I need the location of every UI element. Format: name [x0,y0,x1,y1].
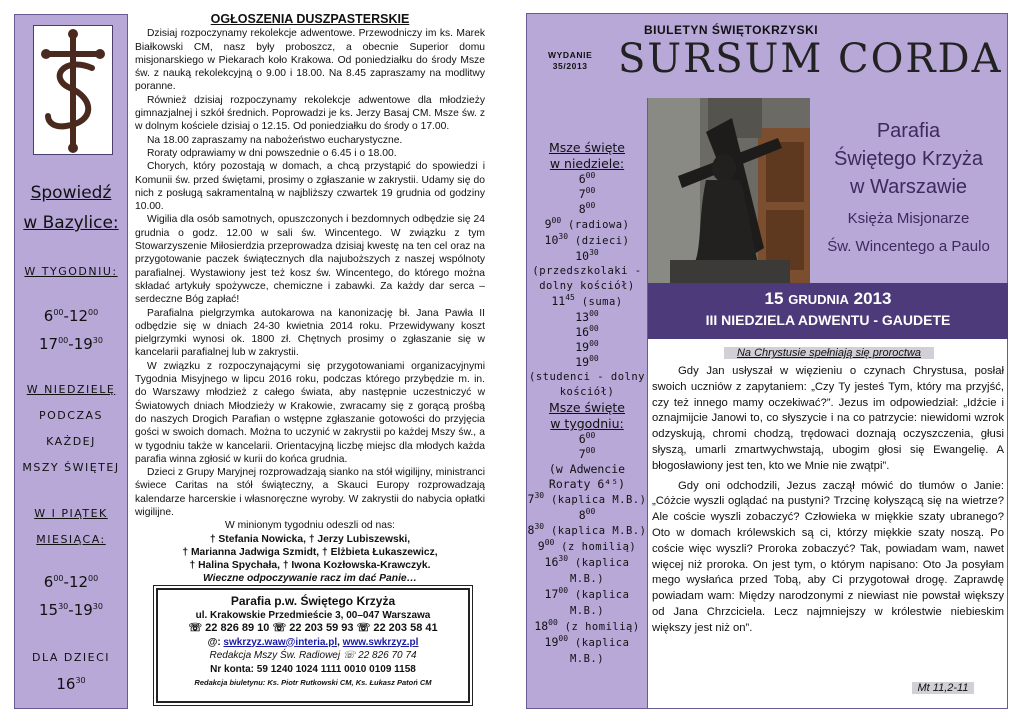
weekday-hours-1: $6^{00}-12^{00}$ [43,307,99,325]
parish-line-5: Św. Wincentego a Paulo [827,238,990,255]
mass-time: $10^{30}$ (dzieci) [544,232,630,247]
mass-time: $9^{00}$ (radiowa) [544,216,630,231]
mass-note: (w Adwencie Roraty 6⁴⁵) [548,462,626,491]
friday-label: W I PIĄTEK [34,507,108,520]
weekday-masses-title-2: w tygodniu: [550,416,624,431]
gospel-paragraph: Gdy oni odchodzili, Jezus zaczął mówić do tłumów o Janie: „Cóżcie wyszli oglądać na pustyni? Trzcinę kołyszącą się na wietrze? Ale coście wyszli zobaczyć? Człowieka w miękkie szaty ubranego? Oto w domach królewskich są ci, którzy miękkie szaty noszą. Po coście więc wyszli? Proroka zobaczyć? Tak, powiadam wam, nawet więcej niż proroka. On jest tym, o którym napisano: Oto Ja posyłam mego wysłańca przed Tobą, aby Ci przygotował drogę. Zaprawdę powiadam wam: Między narodzonymi z niewiast nie powstał większy od Jana Chrzciciela. Lecz najmniejszy w królestwie niebieskim większy jest niż on”. [652,479,1004,634]
parish-address: ul. Krakowskie Przedmieście 3, 00–047 Warszawa [195,609,431,621]
deceased-list: † Marianna Jadwiga Szmidt, † Elżbieta Łukaszewicz, [182,546,438,558]
mass-note: (studenci - dolny kościół) [529,371,645,398]
friday-label-2: MIESIĄCA: [36,533,106,546]
mass-time: $16^{00}$ [575,324,599,339]
sunday-label-2: PODCZAS [39,409,103,422]
mass-time: $8^{00}$ [578,201,596,216]
announcement-paragraph: Chorych, który pozostają w domach, a chcą przystąpić do spowiedzi i Komunii św. przed świętami, prosimy o zgłaszanie w zakrystii. Udamy się do nich z posługą sakramentalną w najbliższy czwartek 19 grudnia od godziny 10.00. [135,161,485,213]
sunday-masses-title-2: w niedziele: [549,156,625,171]
confession-title: Spowiedź [30,183,112,203]
announcements-title: OGŁOSZENIA DUSZPASTERSKIE [210,12,410,26]
weekday-hours-2: $17^{00}-19^{30}$ [39,335,103,353]
mass-time: $17^{00}$ (kaplica M.B.) [544,586,630,617]
gospel-heading: Na Chrystusie spełniają się proroctwa [724,347,934,359]
sunday-label-3: KAŻDEJ [46,435,96,448]
mass-time: $10^{30}$ [575,248,599,263]
parish-line-3: w Warszawie [849,176,968,198]
gospel-paragraph: Gdy Jan usłyszał w więzieniu o czynach Chrystusa, posłał swoich uczniów z zapytaniem: „Czy Ty jesteś Tym, który ma przyjść, czy też innego mamy oczekiwać?”. Jezus im odpowiedział: „Idźcie i oznajmijcie Janowi to, co słyszycie i na co patrzycie: niewidomi wzrok odzyskują, chromi chodzą, trędowaci doznają oczyszczenia, głusi słyszą, umarli zmartwychwstają, ubogim głosi się Ewangelię. A błogosławiony jest ten, kto we Mnie nie zwątpi”. [652,365,1004,472]
mass-time: $7^{30}$ (kaplica M.B.) [527,491,647,506]
announcements [135,12,485,585]
bank-account: Nr konta: 59 1240 1024 1111 0010 0109 1158 [210,663,416,675]
mass-time: $19^{00}$ [575,354,599,369]
mass-time: $18^{00}$ (z homilią) [534,618,640,633]
mass-time: $6^{00}$ [578,171,596,186]
mass-time: $13^{00}$ [575,309,599,324]
announcement-paragraph: Dzisiaj rozpoczynamy rekolekcje adwentowe. Przewodniczy im ks. Marek Białkowski CM, nasz były proboszcz, a obecnie Superior domu misjonarskiego w Piekarach koło Krakowa. Od poniedziałku do środy Msze św. z nauką rekolekcyjną o 9.00 i 18.00. Na 8.45 zapraszamy na modlitwy poranne. [135,28,485,93]
children-hour: $16^{30}$ [56,675,86,693]
email-link[interactable]: swkrzyz.waw@interia.pl [223,636,338,648]
children-label: DLA DZIECI [32,651,110,664]
confession-title-location: w Bazylice: [23,213,119,233]
liturgical-date-banner [648,283,1008,339]
deceased-list: † Stefania Nowicka, † Jerzy Lubiszewski, [209,533,411,545]
deceased-intro: W minionym tygodniu odeszli od nas: [225,520,395,532]
mass-time: $8^{00}$ [578,507,596,522]
announcement-paragraph: Również dzisiaj rozpoczynamy rekolekcje adwentowe dla młodzieży gimnazjalnej i szkół średnich. Poprowadzi je ks. Jerzy Basaj CM. Msze św. z w dolnym kościele dzisiaj o 12.15. Od poniedziałku do środy o 17.00. [135,94,485,133]
website-link[interactable]: www.swkrzyz.pl [342,636,419,648]
jesus-carrying-cross-statue-photo [648,98,810,283]
parish-contact-links: @: swkrzyz.waw@interia.pl, www.swkrzyz.pl [207,636,419,648]
radio-mass-contact: Redakcja Mszy Św. Radiowej ☏ 22 826 70 74 [209,650,417,661]
date: 15 GRUDNIA 2013 [764,289,892,308]
bulletin-name: BIULETYN ŚWIĘTOKRZYSKI [644,23,819,37]
mass-time: $11^{45}$ (suma) [551,293,623,308]
sunday-label-4: MSZY ŚWIĘTEJ [22,461,120,474]
gospel-section [648,339,1008,709]
liturgical-sunday: III NIEDZIELA ADWENTU - GAUDETE [705,312,951,328]
mass-time: $9^{00}$ (z homilią) [537,538,637,553]
parish-phones: ☏ 22 826 89 10 ☏ 22 203 59 93 ☏ 22 203 58 41 [188,622,438,634]
mass-time: $8^{30}$ (kaplica M.B.) [527,522,647,537]
mass-time: $16^{30}$ (kaplica M.B.) [544,554,630,585]
weekday-mass-list [527,432,647,667]
deceased-list: † Halina Spychała, † Iwona Kozłowska-Krawczyk. [189,560,431,572]
weekday-masses-title: Msze święte [548,400,625,415]
announcement-paragraph: W związku z rozpoczynającymi się przygotowaniami organizacyjnymi Tygodnia Misyjnego w lipcu 2016 roku, podczas którego przybędzie m. in. do Warszawy młodzież z całego świata, aby następnie uczestniczyć w Światowych dniach Młodzieży w Krakowie, zwracamy się z gorącą prośbą do naszych Drogich Parafian o wstępne zgłaszanie gotowości do przyjęcia gości w swoich domach. Można to uczynić w zakrystii po każdej Mszy św., a w tygodniu także w kancelarii. Orientacyjną liczbę miejsc dla młodych każda parafia winna zgłosić w kurii do końca grudnia. [135,360,485,465]
announcement-paragraph: Dzieci z Grupy Maryjnej rozprowadzają sianko na stół wigilijny, ministranci świece Caritas na stół świąteczny, a Skauci Europy rozprowadzają kalendarze harcerskie i własnoręczne wyroby. W zakrystii do nabycia opłatki wigilijne. [135,467,485,518]
bulletin-title: SURSUM CORDA [618,36,1003,82]
gospel-reference: Mt 11,2-11 [912,682,974,694]
gospel-text [652,364,1004,641]
bulletin-editors: Redakcja biuletynu: Ks. Piotr Rutkowski CM, Ks. Łukasz Patoń CM [194,678,432,687]
announcement-paragraph: Roraty odprawiamy w dni powszednie o 6.45 i o 18.00. [147,147,397,159]
announcement-paragraph: Parafialna pielgrzymka autokarowa na kanonizację bł. Jana Pawła II odbędzie się w dniach 24-30 kwietnia 2014 roku. Przewidywany koszt pielgrzymki wynosi ok. 1800 zł. Chętnych prosimy o zgłaszanie się w kancelarii parafialnej lub w zakrystii. [135,307,485,359]
weekdays-label: W TYGODNIU: [24,265,118,278]
parish-name: Parafia p.w. Świętego Krzyża [230,594,396,608]
announcement-paragraph: Wigilia dla osób samotnych, opuszczonych i bezdomnych odbędzie się 24 grudnia o godz. 12.00 w sali św. Wincentego. W związku z tym Stowarzyszenie Miłosierdzia przeprowadza dzisiaj kwestę na ten cel oraz na przygotowanie paczek świątecznych dla najuboższych z naszej wspólnoty parafialnej. Wystawiony jest też kosz św. Wincentego, do którego można składać artykuły spożywcze, chemiczne i zabawki. Za każdy dar serca – serdeczne Bóg zapłać! [135,214,485,306]
sunday-label: W NIEDZIELĘ [26,383,116,396]
mass-time: $7^{00}$ [578,446,596,461]
parish-contact-box [156,588,470,703]
mass-note: (przedszkolaki - dolny kościół) [532,265,642,292]
eternal-rest-prayer: Wieczne odpoczywanie racz im dać Panie… [203,573,417,585]
parish-line-4: Księża Misjonarze [847,210,970,227]
parish-title-block [810,98,1008,283]
mass-time: $19^{00}$ [575,339,599,354]
friday-hours-2: $15^{30}-19^{30}$ [39,601,103,619]
parish-line-1: Parafia [876,120,941,142]
sunday-masses-title: Msze święte [548,140,625,155]
parish-line-2: Świętego Krzyża [834,148,983,170]
cross-monogram-logo-icon [33,25,113,155]
edition-info: WYDANIE 35/2013 [548,50,593,71]
sunday-mass-list [527,172,647,400]
mass-time: $7^{00}$ [578,186,596,201]
mass-time: $6^{00}$ [578,431,596,446]
mass-time: $19^{00}$ (kaplica M.B.) [544,634,630,665]
confession-panel [14,14,128,709]
friday-hours-1: $6^{00}-12^{00}$ [43,573,99,591]
announcement-paragraph: Na 18.00 zapraszamy na nabożeństwo eucharystyczne. [147,134,403,146]
mass-schedule [526,98,648,709]
